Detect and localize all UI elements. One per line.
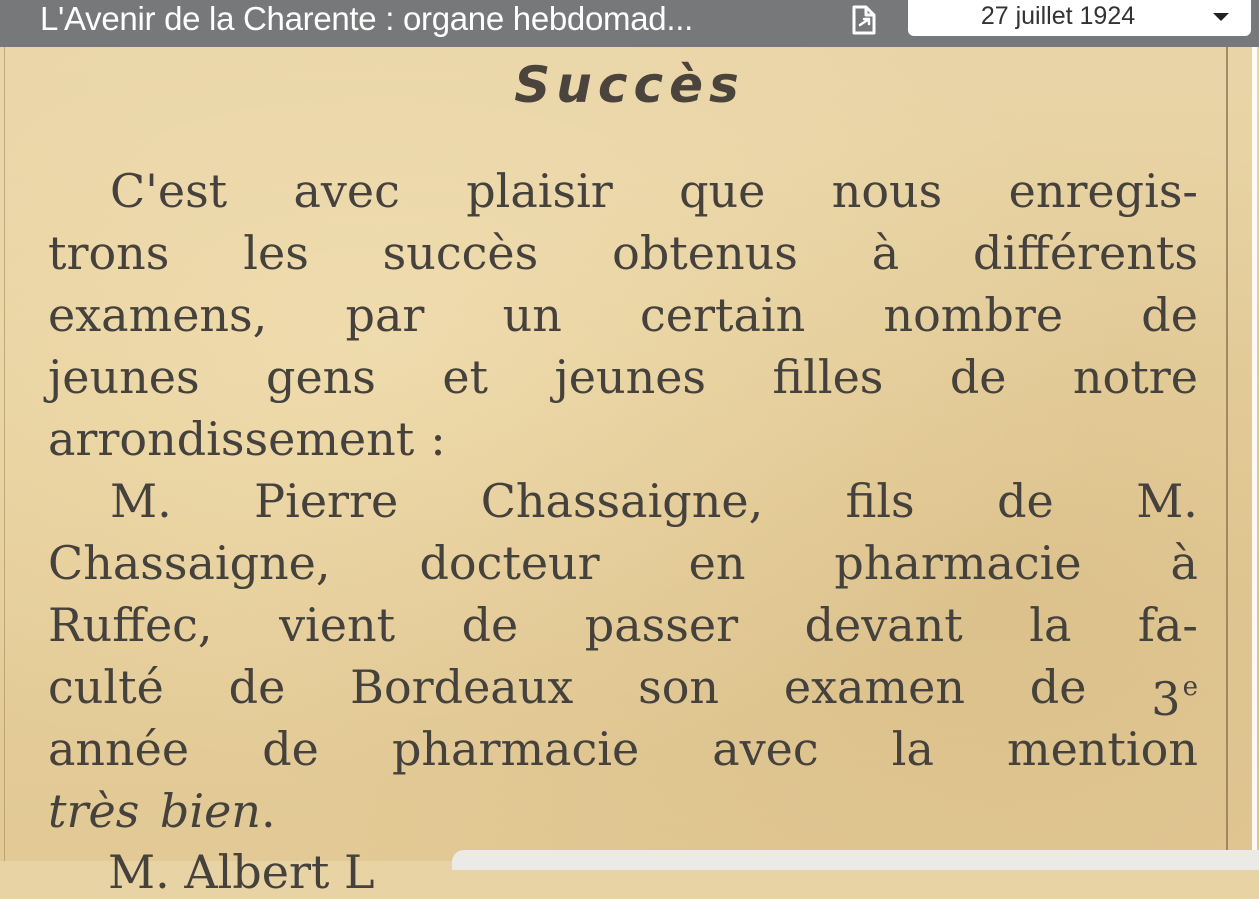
text-line	[48, 408, 1198, 470]
text-line	[48, 222, 1198, 284]
text-line	[48, 532, 1198, 594]
word: en	[688, 536, 746, 590]
word: pharmacie	[391, 722, 640, 776]
word: que	[679, 164, 766, 218]
word: jeunes	[554, 350, 707, 404]
text-line	[48, 346, 1198, 408]
word: culté	[48, 660, 164, 714]
word: passer	[584, 598, 739, 652]
word: par	[345, 288, 425, 342]
word: Chassaigne,	[48, 536, 331, 590]
word: à	[1170, 536, 1198, 590]
word: Bordeaux	[350, 660, 574, 714]
word: de	[262, 722, 319, 776]
closing-punctuation: .	[260, 784, 276, 838]
word: arrondissement	[48, 412, 415, 466]
text-line	[48, 470, 1198, 532]
word: :	[430, 412, 446, 466]
bottom-sheet-edge[interactable]	[452, 850, 1259, 870]
word: examens,	[48, 288, 268, 342]
word: nombre	[883, 288, 1064, 342]
paragraph-2	[48, 470, 1198, 780]
word: de	[1141, 288, 1198, 342]
word: son	[638, 660, 720, 714]
text-line	[48, 160, 1198, 222]
word: pharmacie	[834, 536, 1082, 590]
word: succès	[382, 226, 539, 280]
word: C'est	[110, 164, 228, 218]
word: et	[442, 350, 489, 404]
word: plaisir	[466, 164, 613, 218]
issue-date-select[interactable]	[908, 0, 1251, 36]
word: de	[997, 474, 1054, 528]
closing-line	[48, 780, 1198, 842]
text-line	[48, 594, 1198, 656]
word: M.	[110, 474, 172, 528]
word: docteur	[419, 536, 600, 590]
column-rule-right	[1226, 40, 1228, 861]
word: de	[949, 350, 1007, 404]
word: obtenus	[612, 226, 798, 280]
closing-italic-text: très bien	[48, 784, 261, 838]
word: 3e	[1151, 672, 1198, 726]
text-line	[48, 656, 1198, 726]
word: de	[461, 598, 519, 652]
word: année	[48, 722, 190, 776]
issue-date-value: 27 juillet 1924	[980, 2, 1136, 30]
word: nous	[831, 164, 943, 218]
word: enregis-	[1008, 164, 1198, 218]
word: de	[1029, 660, 1087, 714]
document-title: L'Avenir de la Charente : organe hebdomad...	[40, 0, 693, 37]
article-heading: Succès	[514, 56, 745, 114]
word: certain	[640, 288, 806, 342]
word: trons	[48, 226, 170, 280]
text-line	[48, 718, 1198, 780]
article-body	[48, 160, 1198, 842]
paragraph-1	[48, 160, 1198, 470]
chevron-down-icon	[1213, 13, 1229, 21]
word: un	[502, 288, 562, 342]
word: de	[228, 660, 286, 714]
word: les	[243, 226, 309, 280]
word: différents	[973, 226, 1198, 280]
word: notre	[1072, 350, 1198, 404]
word: examen	[783, 660, 965, 714]
word: M.	[1136, 474, 1198, 528]
share-icon	[844, 1, 882, 39]
page-edge	[1252, 40, 1257, 861]
column-rule-left	[4, 40, 5, 861]
word: la	[891, 722, 934, 776]
word: filles	[772, 350, 884, 404]
word: mention	[1006, 722, 1198, 776]
viewer-toolbar	[0, 0, 1259, 47]
word: Ruffec,	[48, 598, 213, 652]
share-button[interactable]	[838, 0, 888, 40]
word: Chassaigne,	[480, 474, 764, 528]
clipped-next-line: M. Albert L	[108, 845, 375, 899]
text-line	[48, 284, 1198, 346]
word: jeunes	[48, 350, 200, 404]
ordinal-suffix: e	[1182, 672, 1198, 702]
word: fa-	[1137, 598, 1198, 652]
word: à	[871, 226, 900, 280]
word: fils	[845, 474, 915, 528]
word: Pierre	[254, 474, 399, 528]
word: avec	[712, 722, 819, 776]
word: devant	[804, 598, 963, 652]
word: gens	[266, 350, 376, 404]
word: la	[1029, 598, 1072, 652]
word: vient	[279, 598, 396, 652]
word: avec	[293, 164, 400, 218]
